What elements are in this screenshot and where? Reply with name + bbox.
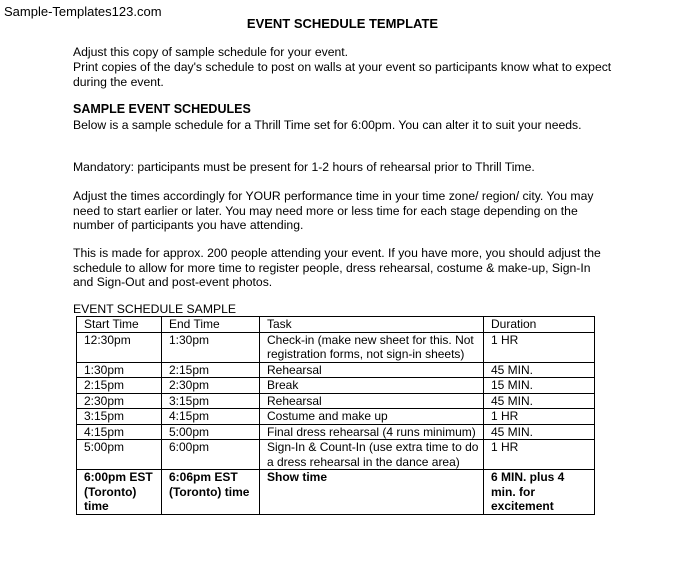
cell-duration: 15 MIN.: [484, 378, 595, 394]
intro-line-2: Print copies of the day's schedule to post on walls at your event so participants know what to expect during the event.: [73, 60, 612, 89]
cell-task: Sign-In & Count-In (use extra time to do a dress rehearsal in the dance area): [260, 440, 484, 470]
cell-end-time: 1:30pm: [162, 332, 260, 362]
cell-start-time: 6:00pm EST (Toronto) time: [77, 470, 162, 515]
cell-end-time: 6:06pm EST (Toronto) time: [162, 470, 260, 515]
cell-duration: 45 MIN.: [484, 393, 595, 409]
cell-end-time: 2:30pm: [162, 378, 260, 394]
cell-start-time: 1:30pm: [77, 362, 162, 378]
header-duration: Duration: [484, 317, 595, 333]
cell-start-time: 2:30pm: [77, 393, 162, 409]
cell-duration: 45 MIN.: [484, 424, 595, 440]
paragraph-sample-schedule: Below is a sample schedule for a Thrill Time set for 6:00pm. You can alter it to suit your needs.: [73, 118, 582, 132]
cell-end-time: 5:00pm: [162, 424, 260, 440]
cell-duration: 1 HR: [484, 409, 595, 425]
cell-duration: 45 MIN.: [484, 362, 595, 378]
cell-task: Rehearsal: [260, 393, 484, 409]
page-title: EVENT SCHEDULE TEMPLATE: [246, 16, 439, 31]
cell-duration: 1 HR: [484, 440, 595, 470]
table-row: [77, 440, 595, 470]
table-caption: EVENT SCHEDULE SAMPLE: [73, 302, 237, 316]
table-header-row: [77, 317, 595, 333]
cell-task: Show time: [260, 470, 484, 515]
paragraph-adjust-times: Adjust the times accordingly for YOUR performance time in your time zone/ region/ city. You may need to start earlier or later. You may need more or less time for each stage depending on the number of participants you have attending.: [73, 189, 594, 232]
cell-start-time: 12:30pm: [77, 332, 162, 362]
intro-line-1: Adjust this copy of sample schedule for your event.: [73, 45, 349, 59]
watermark: Sample-Templates123.com: [4, 4, 162, 19]
cell-task: Break: [260, 378, 484, 394]
header-start-time: Start Time: [77, 317, 162, 333]
cell-task: Final dress rehearsal (4 runs minimum): [260, 424, 484, 440]
cell-duration: 1 HR: [484, 332, 595, 362]
schedule-table: [76, 316, 595, 515]
cell-task: Rehearsal: [260, 362, 484, 378]
paragraph-mandatory: Mandatory: participants must be present for 1-2 hours of rehearsal prior to Thrill Time.: [73, 160, 535, 174]
cell-end-time: 3:15pm: [162, 393, 260, 409]
table-row: [77, 362, 595, 378]
cell-duration: 6 MIN. plus 4 min. for excitement: [484, 470, 595, 515]
table-row-showtime: [77, 470, 595, 515]
cell-start-time: 5:00pm: [77, 440, 162, 470]
cell-task: Costume and make up: [260, 409, 484, 425]
header-end-time: End Time: [162, 317, 260, 333]
cell-start-time: 3:15pm: [77, 409, 162, 425]
header-task: Task: [260, 317, 484, 333]
table-row: [77, 378, 595, 394]
cell-end-time: 2:15pm: [162, 362, 260, 378]
table-row: [77, 424, 595, 440]
section-heading: SAMPLE EVENT SCHEDULES: [73, 102, 251, 116]
cell-task: Check-in (make new sheet for this. Not registration forms, not sign-in sheets): [260, 332, 484, 362]
cell-start-time: 4:15pm: [77, 424, 162, 440]
cell-start-time: 2:15pm: [77, 378, 162, 394]
paragraph-attendance: This is made for approx. 200 people attending your event. If you have more, you should adjust the schedule to allow for more time to register people, dress rehearsal, costume & make-up, Sign-In and Sign-Out and post-event photos.: [73, 246, 601, 289]
table-row: [77, 332, 595, 362]
table-row: [77, 409, 595, 425]
cell-end-time: 6:00pm: [162, 440, 260, 470]
table-row: [77, 393, 595, 409]
cell-end-time: 4:15pm: [162, 409, 260, 425]
